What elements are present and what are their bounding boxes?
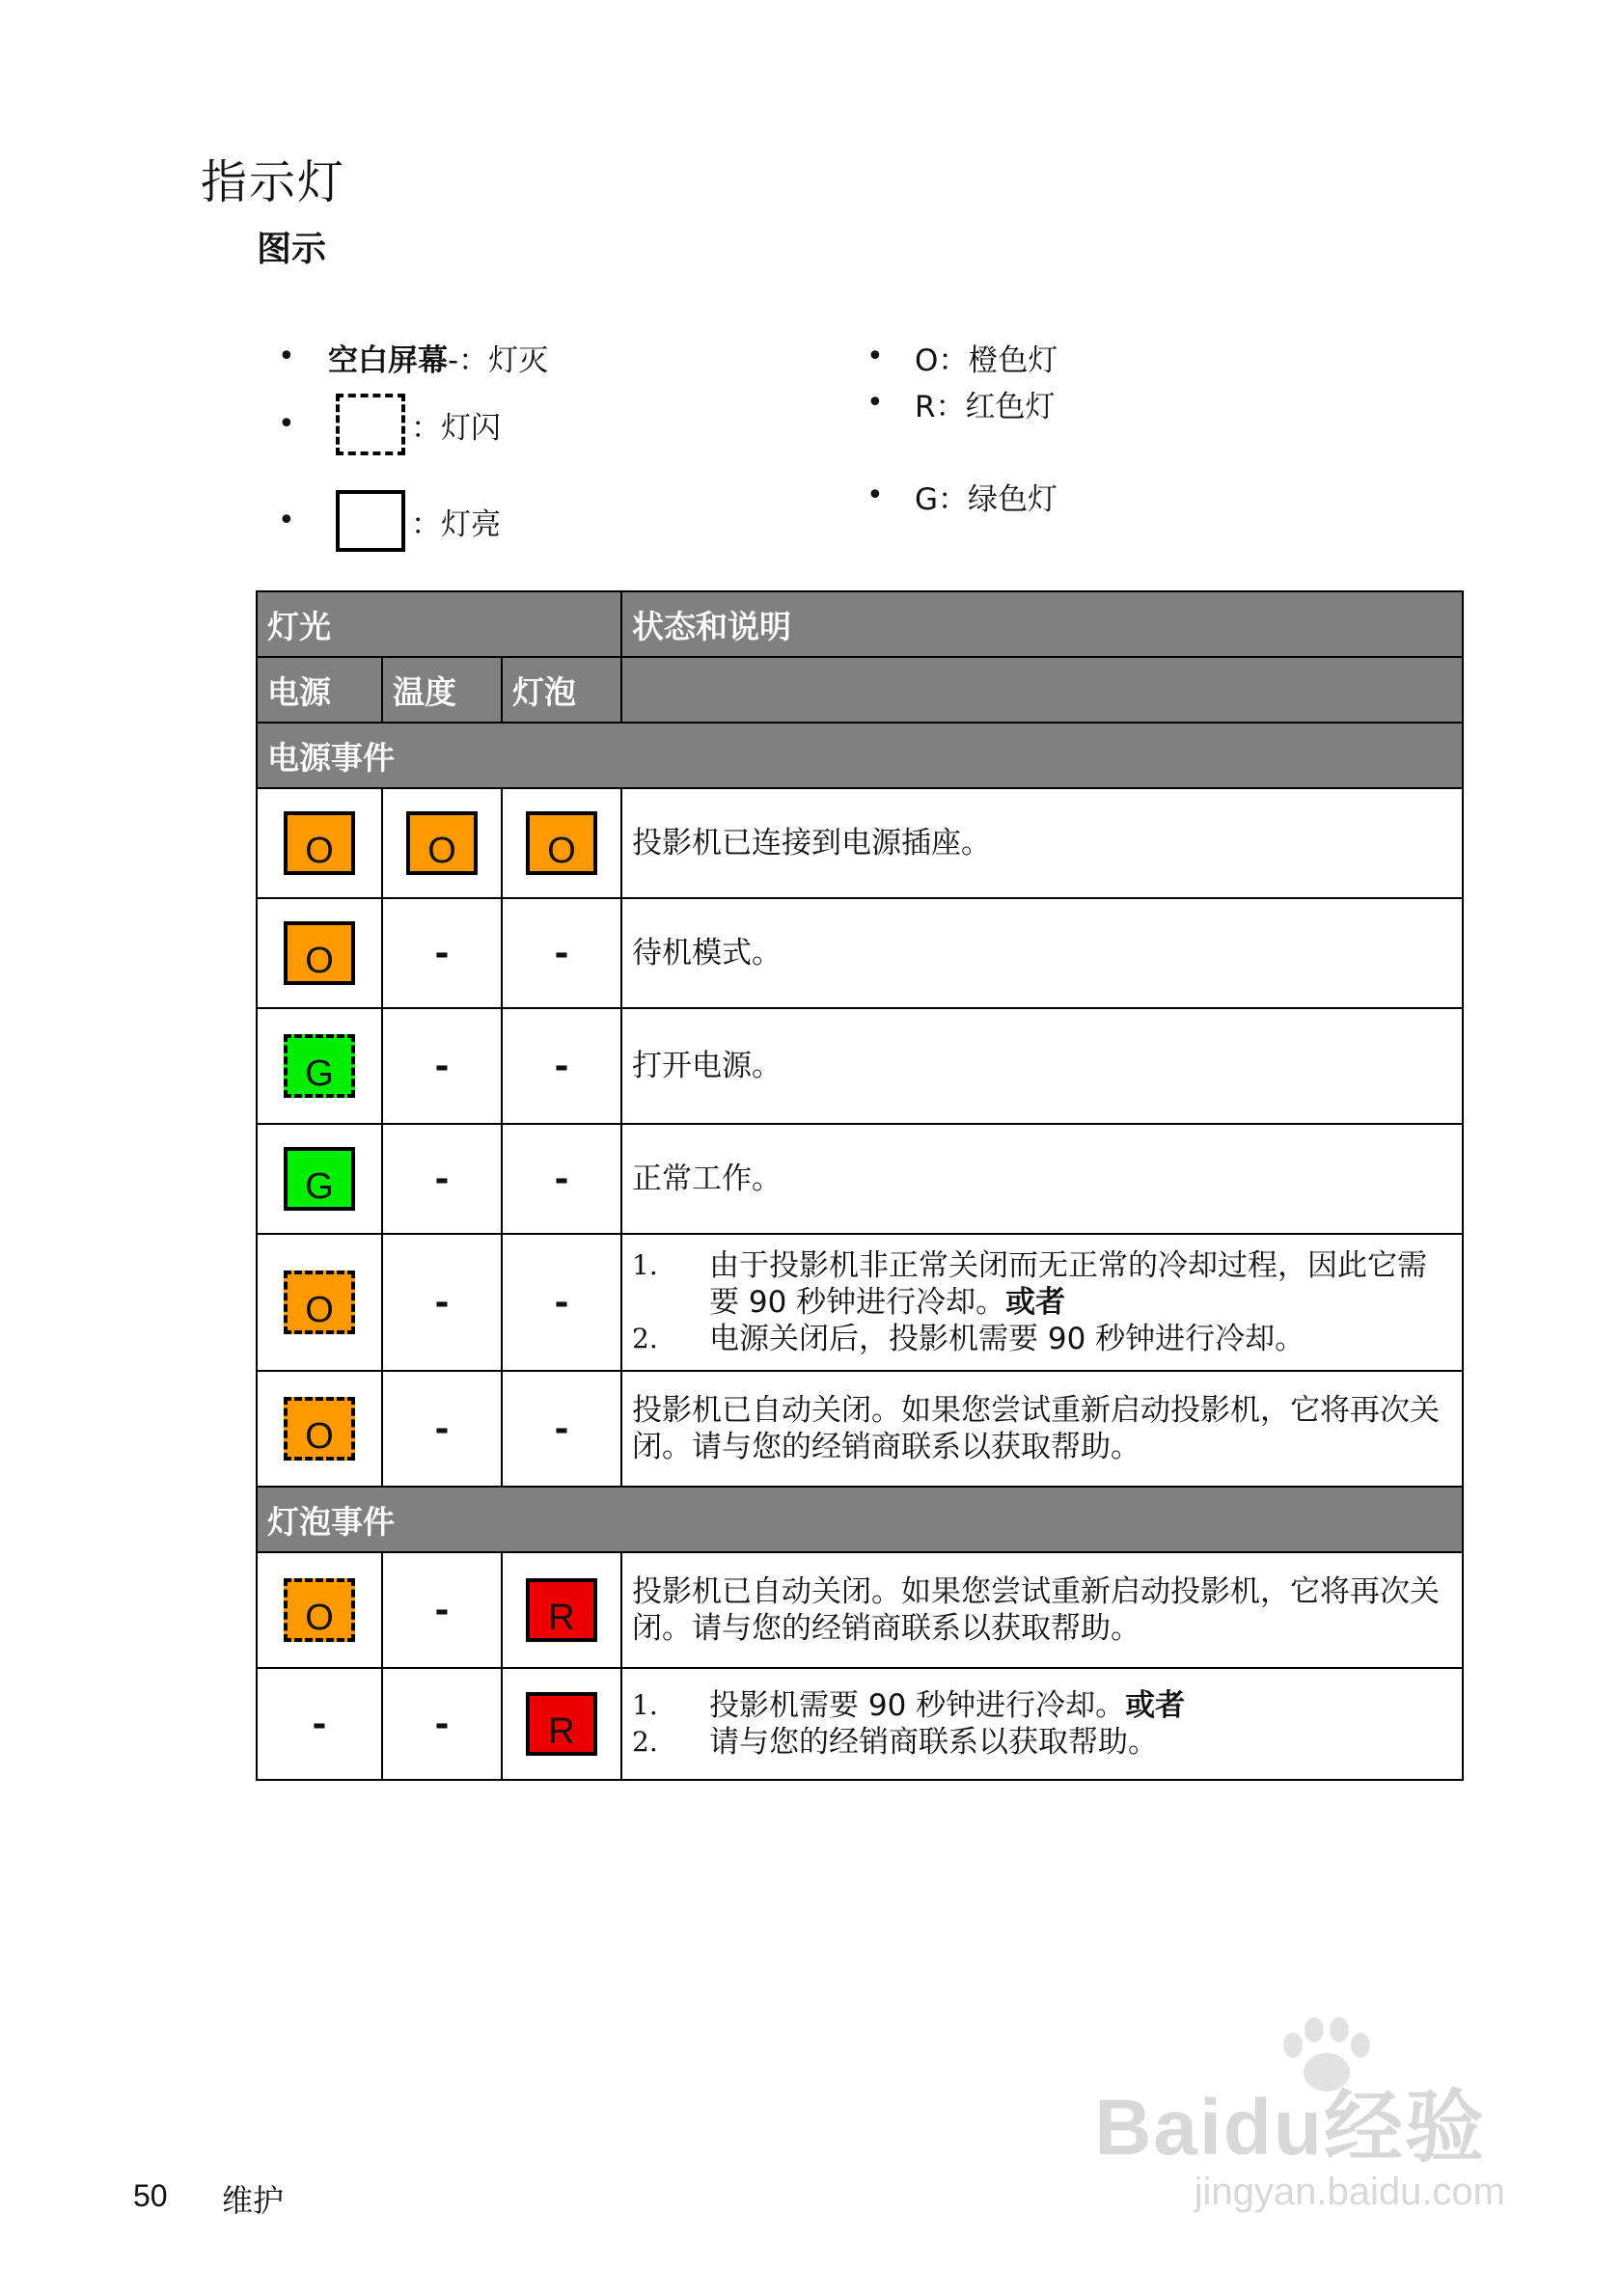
- indicator-table: [256, 590, 1464, 1781]
- list-item: [632, 1724, 1452, 1761]
- off-indicator: -: [434, 1590, 450, 1630]
- orange-flash-lamp-icon: O: [284, 1397, 355, 1461]
- table-row: [257, 898, 1463, 1008]
- orange-flash-lamp-icon: O: [284, 1271, 355, 1334]
- off-indicator: -: [554, 1282, 569, 1323]
- col-lamp: 灯泡: [502, 657, 621, 723]
- off-indicator: -: [434, 1408, 450, 1449]
- table-row: [257, 1124, 1463, 1234]
- solid-box-icon: [336, 490, 405, 552]
- table-row: [257, 788, 1463, 898]
- off-indicator: -: [554, 1159, 569, 1199]
- row-description: 投影机已自动关闭。如果您尝试重新启动投影机，它将再次关闭。请与您的经销商联系以获取帮助。: [621, 1552, 1463, 1668]
- green-flash-lamp-icon: G: [284, 1034, 355, 1098]
- list-item: [632, 1687, 1452, 1724]
- list-bold-text: 或者: [1005, 1285, 1066, 1320]
- orange-flash-lamp-icon: O: [284, 1578, 355, 1642]
- row-description: 投影机已自动关闭。如果您尝试重新启动投影机，它将再次关闭。请与您的经销商联系以获取帮助。: [621, 1371, 1463, 1487]
- orange-lamp-icon: O: [526, 811, 597, 875]
- legend-flash-text: ：灯闪: [411, 410, 501, 446]
- section-power-events: 电源事件: [257, 723, 1463, 788]
- row-description: 待机模式。: [621, 898, 1463, 1008]
- bullet: •: [278, 340, 295, 373]
- header-status: 状态和说明: [621, 591, 1463, 657]
- header-light: 灯光: [257, 591, 621, 657]
- section-lamp-events: 灯泡事件: [257, 1487, 1463, 1552]
- list-item: [632, 1247, 1452, 1321]
- off-indicator: -: [554, 933, 569, 973]
- row-description: 正常工作。: [621, 1124, 1463, 1234]
- red-lamp-icon: R: [526, 1692, 597, 1756]
- section-row: [257, 1487, 1463, 1552]
- list-text: 由于投影机非正常关闭而无正常的冷却过程，因此它需要 90 秒钟进行冷却。: [709, 1248, 1427, 1320]
- row-description: 打开电源。: [621, 1008, 1463, 1124]
- list-text: 投影机需要 90 秒钟进行冷却。: [709, 1688, 1126, 1723]
- col-empty: [621, 657, 1463, 723]
- off-indicator: -: [434, 1159, 450, 1199]
- row-description: [621, 1234, 1463, 1371]
- legend-off: [328, 336, 548, 379]
- table-row: [257, 1371, 1463, 1487]
- legend-off-label: 空白屏幕: [328, 343, 448, 378]
- off-indicator: -: [434, 933, 450, 973]
- page-title: 指示灯: [201, 155, 346, 209]
- legend-orange: O：橙色灯: [915, 343, 1058, 378]
- table-row: [257, 1234, 1463, 1371]
- list-text: 电源关闭后，投影机需要 90 秒钟进行冷却。: [709, 1322, 1305, 1356]
- dashed-box-icon: [336, 394, 405, 455]
- page-number: 50: [133, 2178, 168, 2213]
- row-description: [621, 1668, 1463, 1780]
- header-row: [257, 591, 1463, 657]
- off-indicator: -: [434, 1282, 450, 1323]
- red-lamp-icon: R: [526, 1578, 597, 1642]
- list-text: 请与您的经销商联系以获取帮助。: [709, 1725, 1158, 1760]
- legend-flash: [336, 394, 501, 455]
- subheader-row: [257, 657, 1463, 723]
- list-item: [632, 1321, 1452, 1357]
- off-indicator: -: [554, 1046, 569, 1086]
- section-row: [257, 723, 1463, 788]
- bullet: •: [278, 407, 295, 441]
- orange-lamp-icon: O: [406, 811, 478, 875]
- numbered-list: [632, 1247, 1452, 1357]
- bullet: •: [866, 340, 884, 373]
- bullet: •: [278, 504, 295, 537]
- green-lamp-icon: G: [284, 1147, 355, 1211]
- orange-lamp-icon: O: [284, 921, 355, 985]
- legend-on-text: ：灯亮: [411, 506, 501, 542]
- legend-green: G：绿色灯: [915, 482, 1058, 517]
- legend-on: [336, 490, 501, 552]
- off-indicator: -: [312, 1704, 327, 1744]
- list-number: 1.: [632, 1689, 658, 1721]
- list-number: 2.: [632, 1726, 658, 1758]
- section-subtitle: 图示: [257, 230, 327, 269]
- watermark-url: jingyan.baidu.com: [1194, 2171, 1505, 2213]
- footer-section: 维护: [222, 2182, 285, 2219]
- col-power: 电源: [257, 657, 382, 723]
- col-temp: 温度: [382, 657, 502, 723]
- off-indicator: -: [554, 1408, 569, 1449]
- table-row: [257, 1008, 1463, 1124]
- legend-off-text: -：灯灭: [448, 343, 549, 378]
- table-row: [257, 1552, 1463, 1668]
- row-description: 投影机已连接到电源插座。: [621, 788, 1463, 898]
- bullet: •: [866, 386, 884, 420]
- off-indicator: -: [434, 1046, 450, 1086]
- bullet: •: [866, 478, 884, 512]
- list-bold-text: 或者: [1125, 1688, 1186, 1723]
- numbered-list: [632, 1687, 1452, 1761]
- list-number: 1.: [632, 1249, 658, 1281]
- legend-red: R：红色灯: [915, 390, 1056, 424]
- watermark-logo: Baidu经验: [1094, 2084, 1486, 2172]
- orange-lamp-icon: O: [284, 811, 355, 875]
- off-indicator: -: [434, 1704, 450, 1744]
- list-number: 2.: [632, 1323, 658, 1354]
- table-row: [257, 1668, 1463, 1780]
